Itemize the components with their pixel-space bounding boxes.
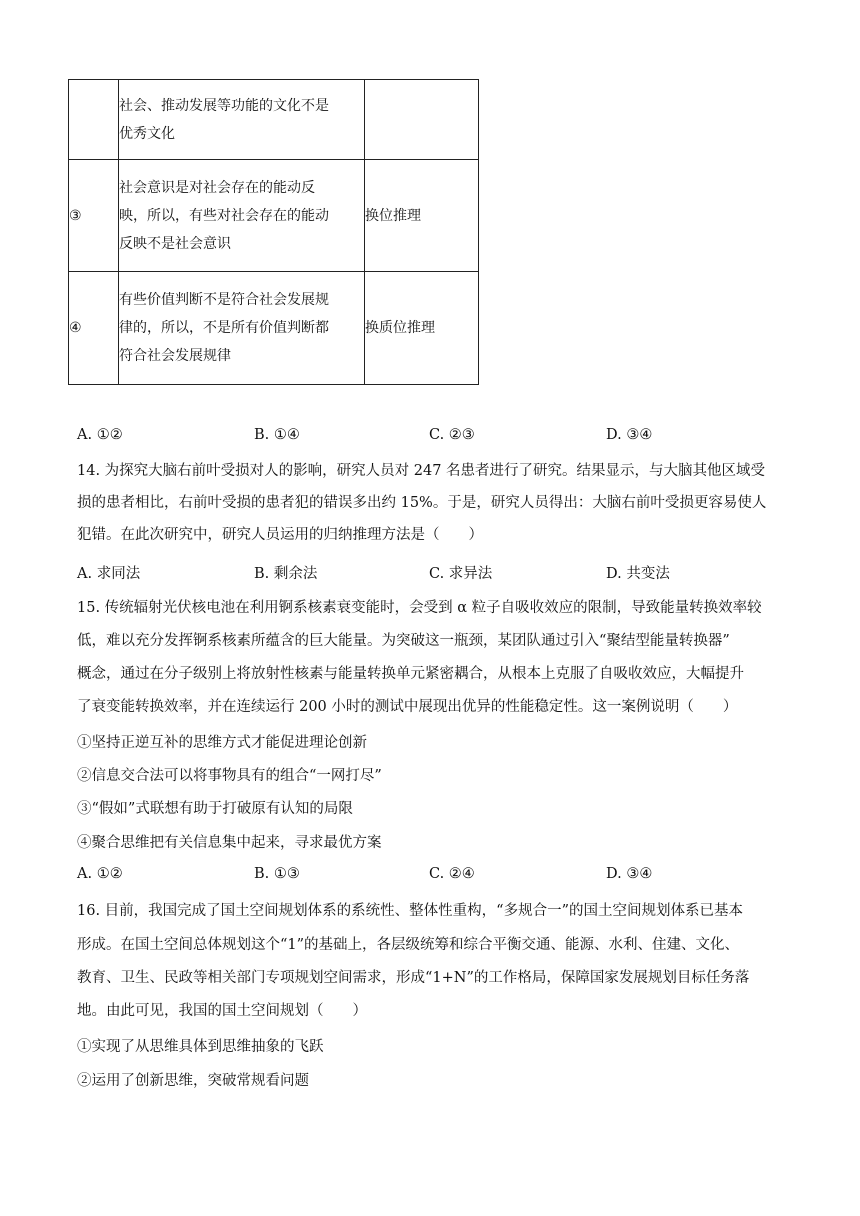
row-number: ④ [69,272,119,385]
proposition-line: 映，所以，有些对社会存在的能动 [119,207,329,224]
option-a[interactable]: A. ①② [77,866,123,882]
q15-stem-line: 了衰变能转换效率，并在连续运行 200 小时的测试中展现出优异的性能稳定性。这一案例说明（ ） [77,699,738,715]
q15-statement: ③“假如”式联想有助于打破原有认知的局限 [77,801,353,817]
reasoning-type: 换位推理 [365,160,479,272]
option-a[interactable]: A. ①② [77,427,123,443]
proposition-cell [119,272,365,385]
row-number: ③ [69,160,119,272]
option-b[interactable]: B. ①③ [254,866,300,882]
option-d[interactable]: D. 共变法 [606,566,670,582]
proposition-cell [119,160,365,272]
table-row [69,160,479,272]
option-b[interactable]: B. ①④ [254,427,300,443]
q16-stem-line: 教育、卫生、民政等相关部门专项规划空间需求，形成“1+N”的工作格局，保障国家发展规划目标任务落 [77,970,750,986]
proposition-line: 律的，所以，不是所有价值判断都 [119,320,329,336]
row-number [69,80,119,160]
q16-stem-line: 地。由此可见，我国的国土空间规划（ ） [77,1003,367,1019]
option-d[interactable]: D. ③④ [606,427,653,443]
q15-options [77,866,797,888]
proposition-line: 优秀文化 [119,125,175,142]
proposition-line: 社会意识是对社会存在的能动反 [119,179,315,196]
q14-stem-line: 犯错。在此次研究中，研究人员运用的归纳推理方法是（ ） [77,527,483,543]
q14-options [77,562,797,584]
proposition-line: 有些价值判断不是符合社会发展规 [119,292,329,308]
proposition-cell [119,80,365,160]
table-row [69,272,479,385]
q15-stem-line: 15. 传统辐射光伏核电池在利用锕系核素衰变能时，会受到 α 粒子自吸收效应的限制，导致能量转换效率较 [77,600,762,616]
option-d[interactable]: D. ③④ [606,866,653,882]
q14-stem-line: 14. 为探究大脑右前叶受损对人的影响，研究人员对 247 名患者进行了研究。结果显示，与大脑其他区域受 [77,463,766,479]
q15-stem-line: 概念，通过在分子级别上将放射性核素与能量转换单元紧密耦合，从根本上克服了自吸收效应，大幅提升 [77,666,744,682]
proposition-line: 反映不是社会意识 [119,235,231,252]
option-c[interactable]: C. ②③ [429,427,475,443]
q15-statement: ②信息交合法可以将事物具有的组合“一网打尽” [77,768,382,784]
reasoning-table [68,79,479,385]
q15-stem-line: 低，难以充分发挥锕系核素所蕴含的巨大能量。为突破这一瓶颈，某团队通过引入“聚结型能量转换器” [77,633,730,649]
q16-statement: ①实现了从思维具体到思维抽象的飞跃 [77,1039,324,1055]
table-row [69,80,479,160]
q16-stem-line: 16. 目前，我国完成了国土空间规划体系的系统性、整体性重构，“多规合一”的国土空间规划体系已基本 [77,903,743,919]
q15-statement: ①坚持正逆互补的思维方式才能促进理论创新 [77,735,367,751]
option-b[interactable]: B. 剩余法 [254,566,318,582]
q13-options [77,427,797,449]
q14-stem-line: 损的患者相比，右前叶受损的患者犯的错误多出约 15%。于是，研究人员得出：大脑右前叶受损更容易使人 [77,495,767,511]
q15-statement: ④聚合思维把有关信息集中起来，寻求最优方案 [77,835,382,851]
option-c[interactable]: C. 求异法 [429,566,493,582]
reasoning-type [365,80,479,160]
option-a[interactable]: A. 求同法 [77,566,141,582]
proposition-line: 符合社会发展规律 [119,348,231,364]
option-c[interactable]: C. ②④ [429,866,475,882]
reasoning-type: 换质位推理 [365,272,479,385]
q16-statement: ②运用了创新思维，突破常规看问题 [77,1073,309,1089]
proposition-line: 社会、推动发展等功能的文化不是 [119,97,329,114]
q16-stem-line: 形成。在国土空间总体规划这个“1”的基础上，各层级统筹和综合平衡交通、能源、水利、住建、文化、 [77,937,740,953]
